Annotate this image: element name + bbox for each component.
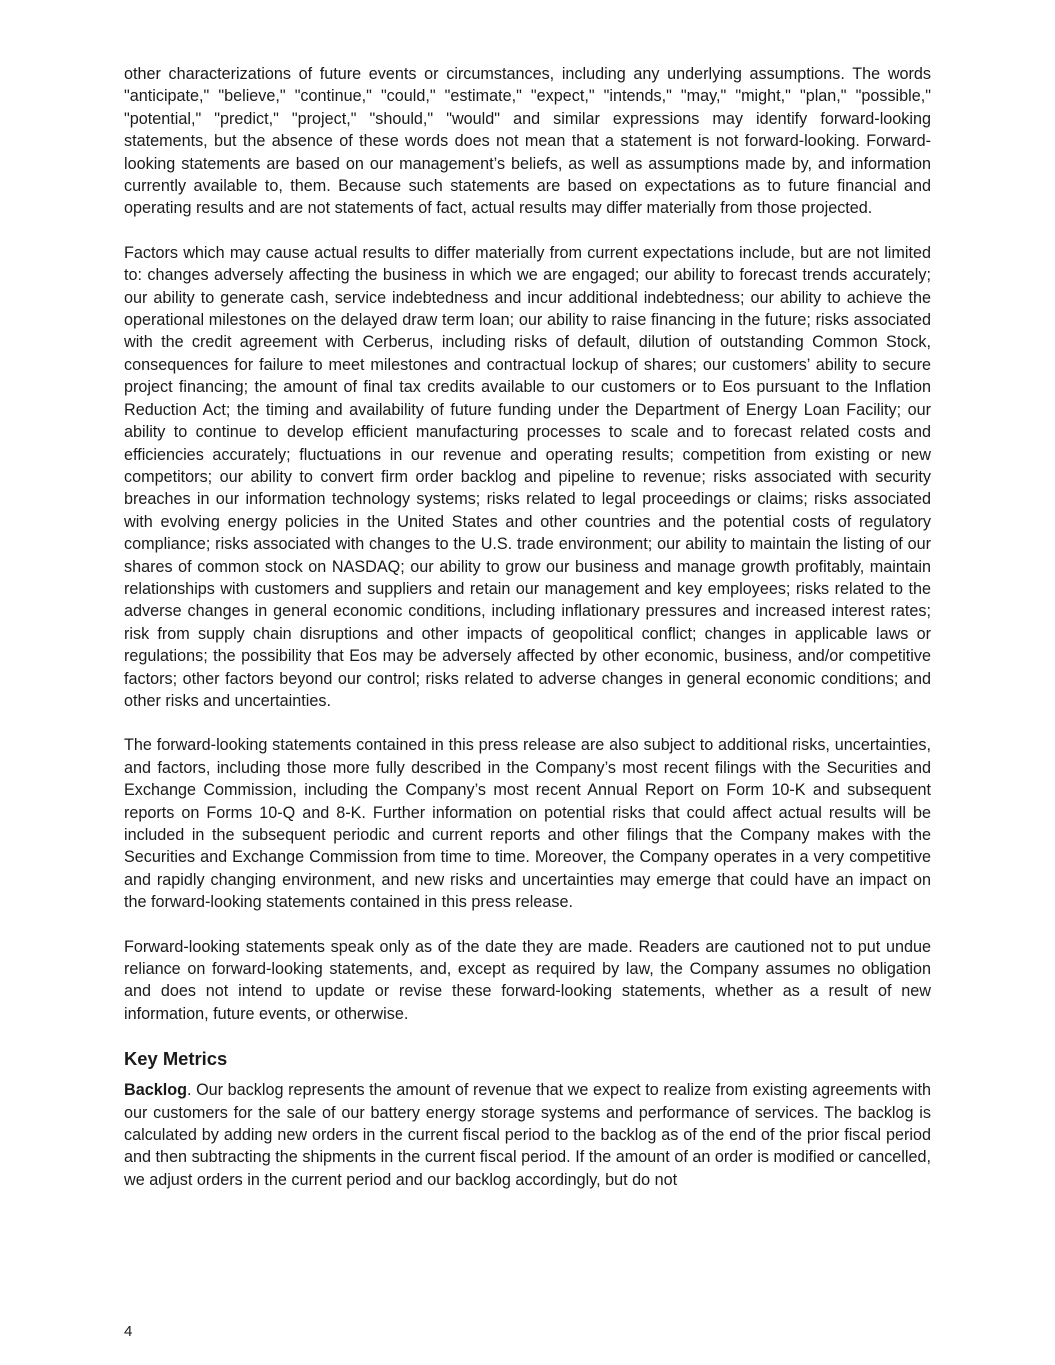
additional-risks-paragraph: The forward-looking statements contained in this press release are also subject to additional risks, uncertainties, and factors, including those more fully described in the Company’s most recent filings with the Securities and Exchange Commission, including the Company’s most recent Annual Report on Form 10-K and subsequent reports on Forms 10-Q and 8-K. Further information on potential risks that could affect actual results will be included in the subsequent periodic and current reports and other filings that the Company makes with the Securities and Exchange Commission from time to time. Moreover, the Company operates in a very competitive and rapidly changing environment, and new risks and uncertainties may emerge that could have an impact on the forward-looking statements contained in this press release. — [124, 736, 931, 912]
key-metrics-heading: Key Metrics — [124, 1048, 228, 1070]
document-page — [124, 63, 931, 1213]
risk-factors-paragraph: Factors which may cause actual results to differ materially from current expectations include, but are not limited to: changes adversely affecting the business in which we are engaged; our ability to forecast trends accurately; our ability to generate cash, service indebtedness and incur additional indebtedness; our ability to achieve the operational milestones on the delayed draw term loan; our ability to raise financing in the future; risks associated with the credit agreement with Cerberus, including risks of default, dilution of outstanding Common Stock, consequences for failure to meet milestones and contractual lockup of shares; our customers’ ability to secure project financing; the amount of final tax credits available to our customers or to Eos pursuant to the Inflation Reduction Act; the timing and availability of future funding under the Department of Energy Loan Facility; our ability to continue to develop efficient manufacturing processes to scale and to forecast related costs and efficiencies accurately; fluctuations in our revenue and operating results; competition from existing or new competitors; our ability to convert firm order backlog and pipeline to revenue; risks associated with security breaches in our information technology systems; risks related to legal proceedings or claims; risks associated with evolving energy policies in the United States and other countries and the potential costs of regulatory compliance; risks associated with changes to the U.S. trade environment; our ability to maintain the listing of our shares of common stock on NASDAQ; our ability to grow our business and manage growth profitably, maintain relationships with customers and suppliers and retain our management and key employees; risks related to the adverse changes in general economic conditions, including inflationary pressures and increased interest rates; risk from supply chain disruptions and other impacts of geopolitical conflict; changes in applicable laws or regulations; the possibility that Eos may be adversely affected by other economic, business, and/or competitive factors; other factors beyond our control; risks related to adverse changes in general economic conditions; and other risks and uncertainties. — [124, 243, 931, 710]
page-number: 4 — [124, 1323, 133, 1340]
backlog-paragraph — [124, 1079, 931, 1191]
reliance-disclaimer-paragraph: Forward-looking statements speak only as of the date they are made. Readers are cautioned not to put undue reliance on forward-looking statements, and, except as required by law, the Company assumes no obligation and does not intend to update or revise these forward-looking statements, whether as a result of new information, future events, or otherwise. — [124, 937, 931, 1023]
forward-looking-paragraph-1: other characterizations of future events or circumstances, including any underlying assumptions. The words "anticipate," "believe," "continue," "could," "estimate," "expect," "intends," "may," "might," "plan," "possible," "potential," "predict," "project," "should," "would" and similar expressions may identify forward-looking statements, but the absence of these words does not mean that a statement is not forward-looking. Forward-looking statements are based on our management’s beliefs, as well as assumptions made by, and information currently available to, them. Because such statements are based on expectations as to future financial and operating results and are not statements of fact, actual results may differ materially from those projected. — [124, 65, 931, 218]
backlog-term: Backlog — [124, 1081, 187, 1100]
backlog-description: . Our backlog represents the amount of revenue that we expect to realize from existing agreements with our customers for the sale of our battery energy storage systems and performance of services. The backlog is calculated by adding new orders in the current fiscal period to the backlog as of the end of the prior fiscal period and then subtracting the shipments in the current fiscal period. If the amount of an order is modified or cancelled, we adjust orders in the current period and our backlog accordingly, but do not — [124, 1081, 931, 1189]
